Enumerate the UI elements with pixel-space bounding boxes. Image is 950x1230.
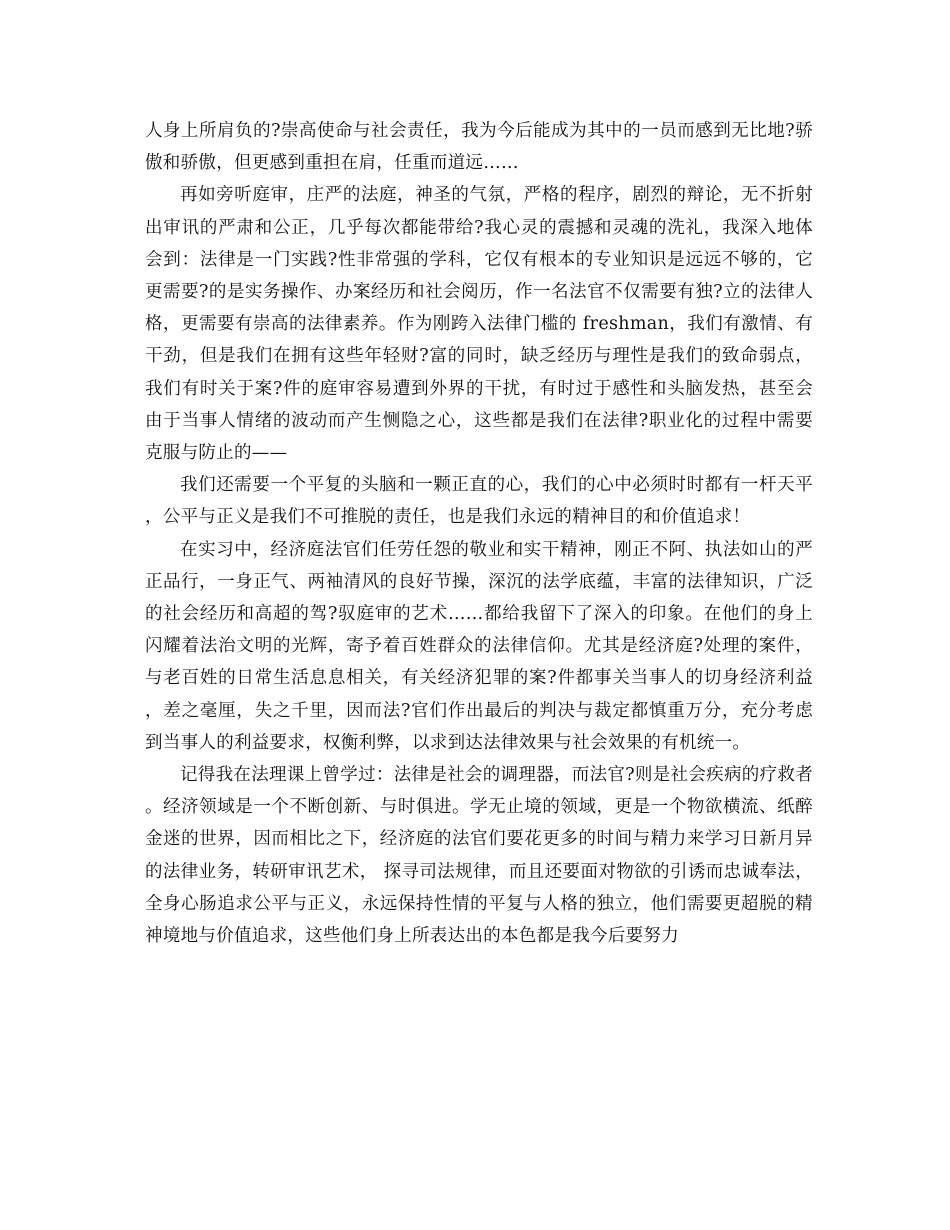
paragraph-internship: 在实习中，经济庭法官们任劳任怨的敬业和实干精神，刚正不阿、执法如山的严正品行，一身正气、两袖清风的良好节操，深沉的法学底蕴，丰富的法律知识，广泛的社会经历和高超的驾?驭庭审的艺术……都给我留下了深入的印象。在他们的身上闪耀着法治文明的光辉，寄予着百姓群众的法律信仰。尤其是经济庭?处理的案件，与老百姓的日常生活息息相关，有关经济犯罪的案?件都事关当事人的切身经济利益，差之毫厘，失之千里，因而法?官们作出最后的判决与裁定都慎重万分，充分考虑到当事人的利益要求，权衡利弊，以求到达法律效果与社会效果的有机统一。 <box>145 539 813 753</box>
paragraph-continuation: 人身上所肩负的?崇高使命与社会责任，我为今后能成为其中的一员而感到无比地?骄傲和骄傲，但更感到重担在肩，任重而道远…… <box>145 121 813 174</box>
paragraph-jurisprudence: 记得我在法理课上曾学过：法律是社会的调理器，而法官?则是社会疾病的疗救者。经济领域是一个不断创新、与时俱进。学无止境的领域，更是一个物欲横流、纸醉金迷的世界，因而相比之下，经济庭的法官们要花更多的时间与精力来学习日新月异的法律业务，转研审讯艺术， 探寻司法规律，而且还要面对物欲的引诱而忠诚奉法，全身心肠追求公平与正义，永远保持性情的平复与人格的独立，他们需要更超脱的精神境地与价值追求，这些他们身上所表达出的本色都是我今后要努力 <box>145 765 813 947</box>
document-body <box>145 115 813 952</box>
paragraph-court-hearing: 再如旁听庭审，庄严的法庭，神圣的气氛，严格的程序，剧烈的辩论，无不折射出审讯的严肃和公正，几乎每次都能带给?我心灵的震撼和灵魂的洗礼，我深入地体会到：法律是一门实践?性非常强的学科，它仅有根本的专业知识是远远不够的，它更需要?的是实务操作、办案经历和社会阅历，作一名法官不仅需要有独?立的法律人格，更需要有崇高的法律素养。作为刚跨入法律门槛的 freshman，我们有激情、有干劲，但是我们在拥有这些年轻财?富的同时，缺乏经历与理性是我们的致命弱点，我们有时关于案?件的庭审容易遭到外界的干扰，有时过于感性和头脑发热，甚至会由于当事人情绪的波动而产生恻隐之心，这些都是我们在法律?职业化的过程中需要克服与防止的—— <box>145 185 813 464</box>
paragraph-justice: 我们还需要一个平复的头脑和一颗正直的心，我们的心中必须时时都有一杆天平，公平与正义是我们不可推脱的责任，也是我们永远的精神目的和价值追求！ <box>145 475 813 528</box>
